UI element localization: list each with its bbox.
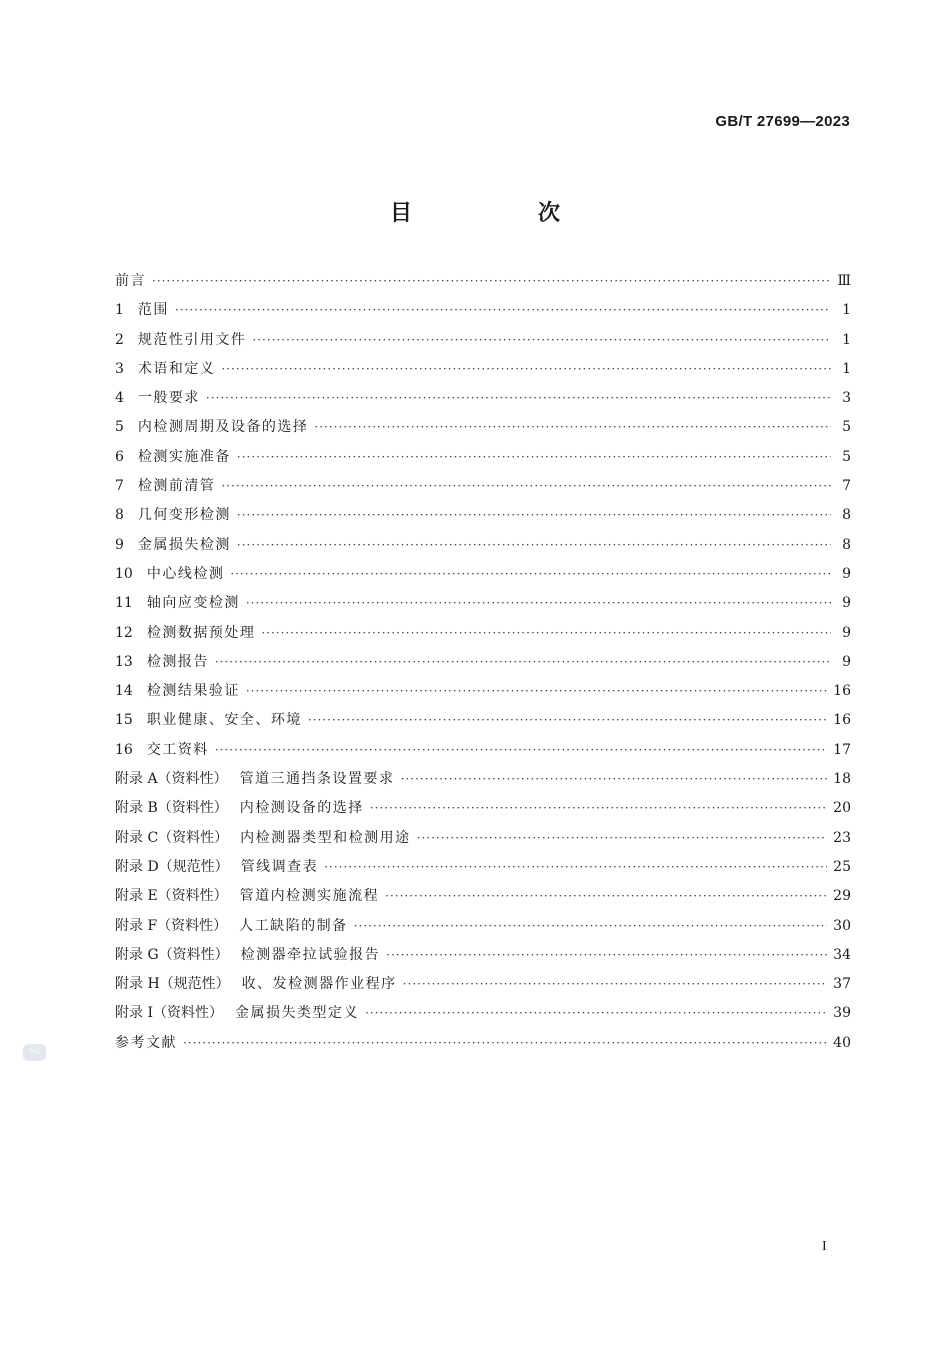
toc-leader-dots <box>308 713 827 727</box>
toc-entry-title: 检测报告 <box>146 653 209 670</box>
toc-entry[interactable] <box>115 475 851 504</box>
toc-entry[interactable] <box>115 651 851 680</box>
toc-entry-title: 内检测周期及设备的选择 <box>137 419 309 436</box>
sac-logo-icon: SAC <box>23 1044 46 1061</box>
toc-entry-page: 1 <box>842 331 851 348</box>
toc-entry-page: 23 <box>833 829 851 846</box>
toc-entry[interactable] <box>115 768 851 797</box>
toc-entry-number: 附录 H（规范性） <box>115 976 230 993</box>
toc-entry-page: 40 <box>833 1034 851 1051</box>
toc-entry-page: 1 <box>842 360 851 377</box>
toc-entry-page: 8 <box>842 507 851 524</box>
toc-entry-title: 管线调查表 <box>240 858 319 875</box>
standard-code: GB/T 27699—2023 <box>715 113 850 130</box>
toc-entry-number: 附录 D（规范性） <box>115 858 229 875</box>
toc-entry[interactable] <box>115 358 851 387</box>
toc-entry-number: 12 <box>115 624 133 641</box>
toc-entry-page: 20 <box>833 800 851 817</box>
toc-entry-number: 10 <box>115 565 133 582</box>
toc-leader-dots <box>386 948 827 962</box>
toc-leader-dots <box>183 1036 827 1050</box>
toc-entry-number: 附录 B（资料性） <box>115 800 228 817</box>
toc-entry-title: 金属损失类型定义 <box>234 1005 359 1022</box>
toc-entry-title: 内检测器类型和检测用途 <box>240 829 411 846</box>
toc-entry-number: 附录 E（资料性） <box>115 888 228 905</box>
toc-entry-page: 9 <box>842 624 851 641</box>
toc-leader-dots <box>175 303 831 317</box>
toc-entry-number: 1 <box>115 302 124 319</box>
toc-entry-title: 内检测设备的选择 <box>239 800 364 817</box>
toc-leader-dots <box>261 626 831 640</box>
toc-entry-title: 术语和定义 <box>137 360 216 377</box>
toc-entry[interactable] <box>115 592 851 621</box>
toc-entry-page: 7 <box>842 478 851 495</box>
toc-leader-dots <box>417 831 828 845</box>
toc-leader-dots <box>237 538 831 552</box>
toc-leader-dots <box>365 1006 827 1020</box>
toc-entry-number: 14 <box>115 683 133 700</box>
toc-entry-page: 9 <box>842 595 851 612</box>
toc-entry-title: 检测实施准备 <box>137 448 231 465</box>
toc-leader-dots <box>246 596 831 610</box>
toc-entry-page: 5 <box>842 448 851 465</box>
toc-entry[interactable] <box>115 534 851 563</box>
toc-entry-title: 规范性引用文件 <box>137 331 247 348</box>
toc-entry-number: 9 <box>115 536 124 553</box>
toc-entry-page: 39 <box>833 1005 851 1022</box>
toc-entry-page: Ⅲ <box>837 273 851 289</box>
toc-entry[interactable] <box>115 856 851 885</box>
toc-entry[interactable] <box>115 709 851 738</box>
toc-entry[interactable] <box>115 827 851 856</box>
toc-entry-number: 7 <box>115 478 124 495</box>
toc-entry-title: 收、发检测器作业程序 <box>241 976 397 993</box>
toc-entry-page: 9 <box>842 565 851 582</box>
toc-entry-number: 11 <box>115 595 133 612</box>
toc-entry-page: 9 <box>842 653 851 670</box>
toc-entry[interactable] <box>115 270 851 299</box>
toc-entry-page: 18 <box>833 771 851 788</box>
toc-entry[interactable] <box>115 387 851 416</box>
toc-entry[interactable] <box>115 973 851 1002</box>
toc-entry-page: 34 <box>833 946 851 963</box>
toc-entry-number: 16 <box>115 741 133 758</box>
toc-entry-number: 8 <box>115 507 124 524</box>
toc-entry-title: 范围 <box>137 302 169 319</box>
toc-entry-number: 15 <box>115 712 133 729</box>
toc-entry-number: 附录 C（资料性） <box>115 829 229 846</box>
toc-entry-title: 中心线检测 <box>146 565 225 582</box>
toc-leader-dots <box>324 860 827 874</box>
toc-entry-page: 17 <box>833 741 851 758</box>
toc-entry-title: 管道三通挡条设置要求 <box>239 771 395 788</box>
toc-leader-dots <box>215 743 827 757</box>
toc-leader-dots <box>221 362 831 376</box>
toc-entry-page: 29 <box>833 888 851 905</box>
toc-leader-dots <box>354 919 828 933</box>
toc-leader-dots <box>314 420 831 434</box>
toc-entry-title: 交工资料 <box>146 741 209 758</box>
toc-entry-title: 检测前清管 <box>137 478 216 495</box>
toc-entry[interactable] <box>115 1032 851 1061</box>
toc-entry-title: 金属损失检测 <box>137 536 231 553</box>
toc-entry[interactable] <box>115 915 851 944</box>
toc-entry[interactable] <box>115 739 851 768</box>
toc-leader-dots <box>237 508 831 522</box>
toc-entry[interactable] <box>115 504 851 533</box>
toc-entry-page: 3 <box>842 390 851 407</box>
toc-entry-title: 检测数据预处理 <box>146 624 256 641</box>
toc-entry-number: 5 <box>115 419 124 436</box>
toc-entry-title: 职业健康、安全、环境 <box>146 712 302 729</box>
toc-leader-dots <box>230 567 831 581</box>
toc-entry[interactable] <box>115 416 851 445</box>
toc-entry-page: 5 <box>842 419 851 436</box>
toc-entry-title: 轴向应变检测 <box>146 595 240 612</box>
toc-leader-dots <box>215 655 831 669</box>
toc-entry[interactable] <box>115 299 851 328</box>
toc-entry-title: 人工缺陷的制备 <box>239 917 348 934</box>
page-number: I <box>822 1239 827 1254</box>
toc-leader-dots <box>401 772 828 786</box>
toc-entry-page: 37 <box>833 976 851 993</box>
toc-leader-dots <box>385 889 827 903</box>
toc-entry-page: 16 <box>833 683 851 700</box>
toc-leader-dots <box>221 479 831 493</box>
toc-entry[interactable] <box>115 622 851 651</box>
toc-entry-number: 6 <box>115 448 124 465</box>
toc-entry[interactable] <box>115 1002 851 1031</box>
toc-entry-number: 13 <box>115 653 133 670</box>
toc-entry[interactable] <box>115 797 851 826</box>
toc-entry-number: 2 <box>115 331 124 348</box>
toc-entry-number: 附录 F（资料性） <box>115 917 228 934</box>
toc-entry-title: 一般要求 <box>137 390 200 407</box>
toc-entry-number: 3 <box>115 360 124 377</box>
toc-entry[interactable] <box>115 329 851 358</box>
toc-entry-page: 25 <box>833 858 851 875</box>
toc-entry-title: 检测结果验证 <box>146 683 240 700</box>
toc-entry-title: 参考文献 <box>115 1034 177 1051</box>
toc-leader-dots <box>206 391 831 405</box>
toc-entry-title: 几何变形检测 <box>137 507 231 524</box>
toc-leader-dots <box>237 450 831 464</box>
toc-entry-number: 4 <box>115 390 124 407</box>
toc-entry[interactable] <box>115 446 851 475</box>
toc-entry-number: 附录 I（资料性） <box>115 1005 223 1022</box>
toc-entry-page: 1 <box>842 302 851 319</box>
toc-entry[interactable] <box>115 944 851 973</box>
toc-entry-title: 前言 <box>115 273 146 289</box>
toc-leader-dots <box>246 684 827 698</box>
toc-leader-dots <box>152 274 831 288</box>
toc-entry-page: 8 <box>842 536 851 553</box>
toc-entry-page: 30 <box>833 917 851 934</box>
toc-entry[interactable] <box>115 885 851 914</box>
toc-leader-dots <box>403 977 828 991</box>
page-title: 目 次 <box>389 201 612 226</box>
toc-entry-number: 附录 A（资料性） <box>115 771 228 788</box>
toc-leader-dots <box>252 333 831 347</box>
toc-leader-dots <box>370 801 827 815</box>
toc-entry-number: 附录 G（资料性） <box>115 946 229 963</box>
table-of-contents <box>115 270 851 1061</box>
toc-entry[interactable] <box>115 680 851 709</box>
toc-entry-title: 管道内检测实施流程 <box>239 888 380 905</box>
toc-entry-page: 16 <box>833 712 851 729</box>
toc-entry[interactable] <box>115 563 851 592</box>
toc-entry-title: 检测器牵拉试验报告 <box>240 946 381 963</box>
